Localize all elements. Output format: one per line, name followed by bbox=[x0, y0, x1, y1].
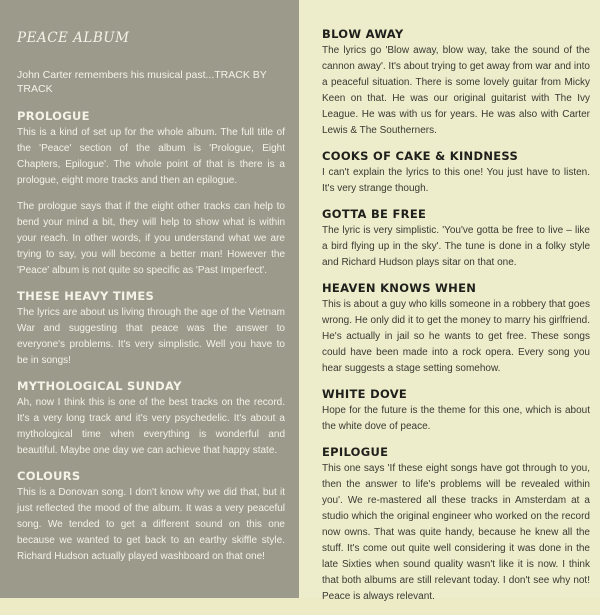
section-heaven-knows-when bbox=[322, 281, 590, 377]
section-gotta-be-free bbox=[322, 207, 590, 271]
section-epilogue bbox=[322, 445, 590, 605]
section-heading: PROLOGUE bbox=[17, 109, 90, 123]
section-heading: COOKS OF CAKE & KINDNESS bbox=[322, 149, 519, 163]
right-column bbox=[322, 27, 590, 615]
section-blow-away bbox=[322, 27, 590, 139]
section-colours bbox=[17, 469, 285, 565]
section-paragraph: This is a Donovan song. I don't know why we did that, but it just reflected the mood of the album. It was a very peaceful song. We tended to get a different sound on this one because we wanted to get back to an earthy skiffle style. Richard Hudson actually played washboard on that one! bbox=[17, 487, 285, 562]
section-paragraph: This is a kind of set up for the whole album. The full title of the 'Peace' section of the album is 'Prologue, Eight Chapters, Epilogue'. The whole point of that is there is a prologue, eight more tracks and then an epilogue. bbox=[17, 127, 285, 186]
section-mythological-sunday bbox=[17, 379, 285, 459]
intro-text: John Carter remembers his musical past...TRACK BY TRACK bbox=[17, 69, 267, 95]
section-paragraph: This is about a guy who kills someone in a robbery that goes wrong. He only did it to get the money to marry his girlfriend. He's actually in jail so he wants to get free. These songs could have been made into a rock opera. Every song you hear suggests a stage setting somehow. bbox=[322, 299, 590, 374]
album-title: PEACE ALBUM bbox=[17, 30, 130, 46]
section-heading: THESE HEAVY TIMES bbox=[17, 289, 155, 303]
section-heading: GOTTA BE FREE bbox=[322, 207, 427, 221]
section-heading: MYTHOLOGICAL SUNDAY bbox=[17, 379, 182, 393]
section-paragraph: The lyrics go 'Blow away, blow way, take the sound of the cannon away'. It's about trying to get away from war and into a peaceful situation. There is some lovely guitar from Micky Keen on that. He was our original guitarist with The Ivy League. He was with us for years. He was also with Carter Lewis & The Southerners. bbox=[322, 45, 590, 136]
section-paragraph: I can't explain the lyrics to this one! You just have to listen. It's very strange though. bbox=[322, 167, 590, 194]
section-prologue bbox=[17, 109, 285, 279]
left-panel bbox=[0, 0, 299, 598]
section-these-heavy-times bbox=[17, 289, 285, 369]
section-heading: HEAVEN KNOWS WHEN bbox=[322, 281, 477, 295]
section-white-dove bbox=[322, 387, 590, 435]
section-paragraph: Ah, now I think this is one of the best tracks on the record. It's a very long track and it's very psychedelic. It's about a mythological time when everything is wonderful and beautiful. Maybe one day we can achieve that happy state. bbox=[17, 397, 285, 456]
section-paragraph: The lyric is very simplistic. 'You've gotta be free to live – like a bird flying up in the sky'. The tune is done in a folky style and Richard Hudson plays sitar on that one. bbox=[322, 225, 590, 268]
section-heading: BLOW AWAY bbox=[322, 27, 404, 41]
left-column bbox=[17, 30, 285, 575]
section-paragraph: Hope for the future is the theme for this one, which is about the white dove of peace. bbox=[322, 405, 590, 432]
section-paragraph: The prologue says that if the eight other tracks can help to bend your mind a bit, they will help to show what is within your reach. In other words, if you understand what we are trying to say, you will become a better man! However the 'Peace' album is not quite so specific as 'Past Imperfect'. bbox=[17, 201, 285, 276]
section-heading: EPILOGUE bbox=[322, 445, 389, 459]
section-heading: COLOURS bbox=[17, 469, 81, 483]
section-heading: WHITE DOVE bbox=[322, 387, 408, 401]
section-cooks-of-cake-and-kindness bbox=[322, 149, 590, 197]
section-paragraph: The lyrics are about us living through the age of the Vietnam War and suggesting that peace was the answer to everyone's problems. It's very simplistic. Well you have to be in songs! bbox=[17, 307, 285, 366]
section-paragraph: This one says 'If these eight songs have got through to you, then the answer to life's problems will be revealed within you'. We re-mastered all these tracks in Amsterdam at a studio which the original engineer who worked on the record now owns. That was quite handy, because he knew all the stuff. It's come out quite well considering it was done in the late Sixties when sound quality wasn't like it is now. I think that both albums are still relevant today. I don't see why not! Peace is always relevant. bbox=[322, 463, 590, 602]
